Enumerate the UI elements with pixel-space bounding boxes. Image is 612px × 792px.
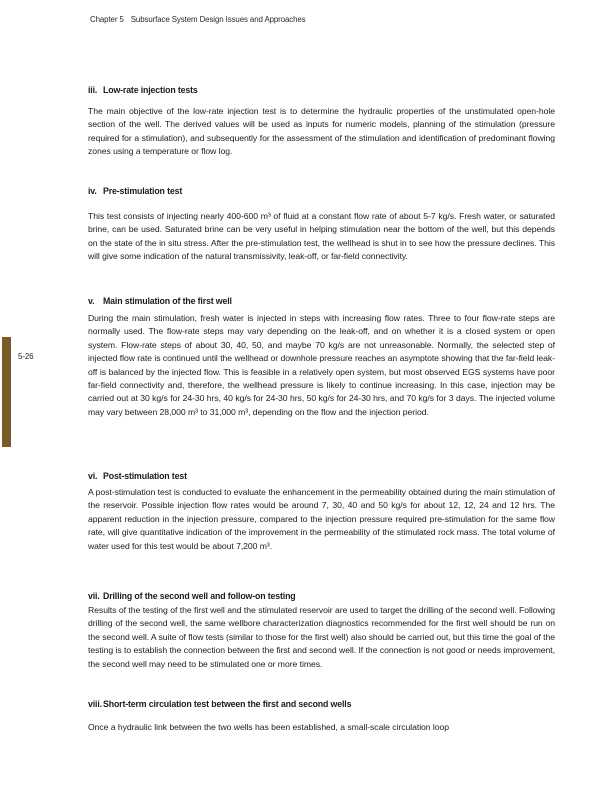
section-vii-body: Results of the testing of the first well and the stimulated reservoir are used to target the drilling of the second well. Following drilling of the second well, the same wellbore characterization diagnostics recommended for the first well should be run on the second well. A suite of flow tests (similar to those for the first well) also should be carried out, but this time the goal of the testing is to establish the connection between the first and second well. If the connection is not good or needs improvement, the second well may need to be stimulated one or more times. [88, 605, 555, 669]
section-vii-title: Drilling of the second well and follow-on testing [103, 591, 296, 601]
chapter-header [90, 15, 306, 24]
section-v-number: v. [88, 296, 95, 306]
section-vii-heading [88, 591, 555, 602]
section-iv-title: Pre-stimulation test [103, 186, 183, 196]
section-viii-number: viii. [88, 699, 102, 709]
section-v-body: During the main stimulation, fresh water is injected in steps with increasing flow rates. Three to four flow-rate steps are normally used. The flow-rate steps may vary depending on the leak-off, and on whether it is a closed system or open system. Flow-rate steps of about 30, 40, 50, and maybe 70 kg/s are not unreasonable. Normally, the selected step of injected flow rate is continued until the wellhead or downhole pressure reaches an asymptote showing that the far-field leak-off is balanced by the injected flow. This is feasible in a relatively open system, but most observed EGS systems have poor far-field connectivity and, therefore, the wellhead pressure is likely to continue increasing. In this case, injection may be carried out at 30 kg/s for 24-30 hrs, 40 kg/s for 24-30 hrs, 50 kg/s for 24-30 hrs, and 70 kg/s for 3 days. The injected volume may vary between 28,000 m³ to 31,000 m³, depending on the flow and the injection period. [88, 313, 555, 417]
section-viii-body: Once a hydraulic link between the two wells has been established, a small-scale circulation loop [88, 722, 450, 732]
chapter-label: Chapter 5 [90, 15, 124, 24]
section-iv-heading [88, 186, 555, 197]
section-iii-body: The main objective of the low-rate injection test is to determine the hydraulic properties of the unstimulated open-hole section of the well. The derived values will be used as inputs for numeric models, planning of the stimulation (pressure required for a stimulation), and subsequently for the assessment of the stimulation and identification of predominant flowing zones using a temperature or flow log. [88, 106, 555, 157]
section-iii-heading [88, 85, 555, 96]
section-viii-heading [88, 699, 555, 710]
page-number: 5-26 [18, 352, 34, 361]
section-iv-number: iv. [88, 186, 97, 196]
section-iv-body: This test consists of injecting nearly 400-600 m³ of fluid at a constant flow rate of about 5-7 kg/s. Fresh water, or saturated brine, can be used. Saturated brine can be very useful in helping stimulation near the bottom of the well, but this depends on the state of the in situ stress. After the pre-stimulation test, the wellhead is shut in to see how the pressure declines. This will give some indication of the natural transmissivity, leak-off, or far-field connectivity. [88, 211, 555, 262]
section-viii-title: Short-term circulation test between the first and second wells [103, 699, 352, 709]
section-vi-title: Post-stimulation test [103, 471, 187, 481]
section-vi-number: vi. [88, 471, 98, 481]
section-v-heading [88, 296, 555, 307]
section-vii-number: vii. [88, 591, 100, 601]
section-v-title: Main stimulation of the first well [103, 296, 232, 306]
section-iii-title: Low-rate injection tests [103, 85, 198, 95]
section-vi-heading [88, 471, 555, 482]
section-vi-body: A post-stimulation test is conducted to evaluate the enhancement in the permeability obtained during the main stimulation of the reservoir. Possible injection flow rates would be around 7, 30, 40 and 50 kg/s for about 12, 12, 24 and 12 hrs. The apparent reduction in the injection pressure, compared to the injection pressure required pre-stimulation for the same flow rate, will give quantitative indication of the improvement in the permeability of the stimulated rock mass. The total volume of water used for this test would be about 7,200 m³. [88, 487, 555, 551]
section-iii-number: iii. [88, 85, 98, 95]
chapter-title: Subsurface System Design Issues and Approaches [130, 15, 306, 24]
sidebar-accent-bar [2, 337, 11, 447]
